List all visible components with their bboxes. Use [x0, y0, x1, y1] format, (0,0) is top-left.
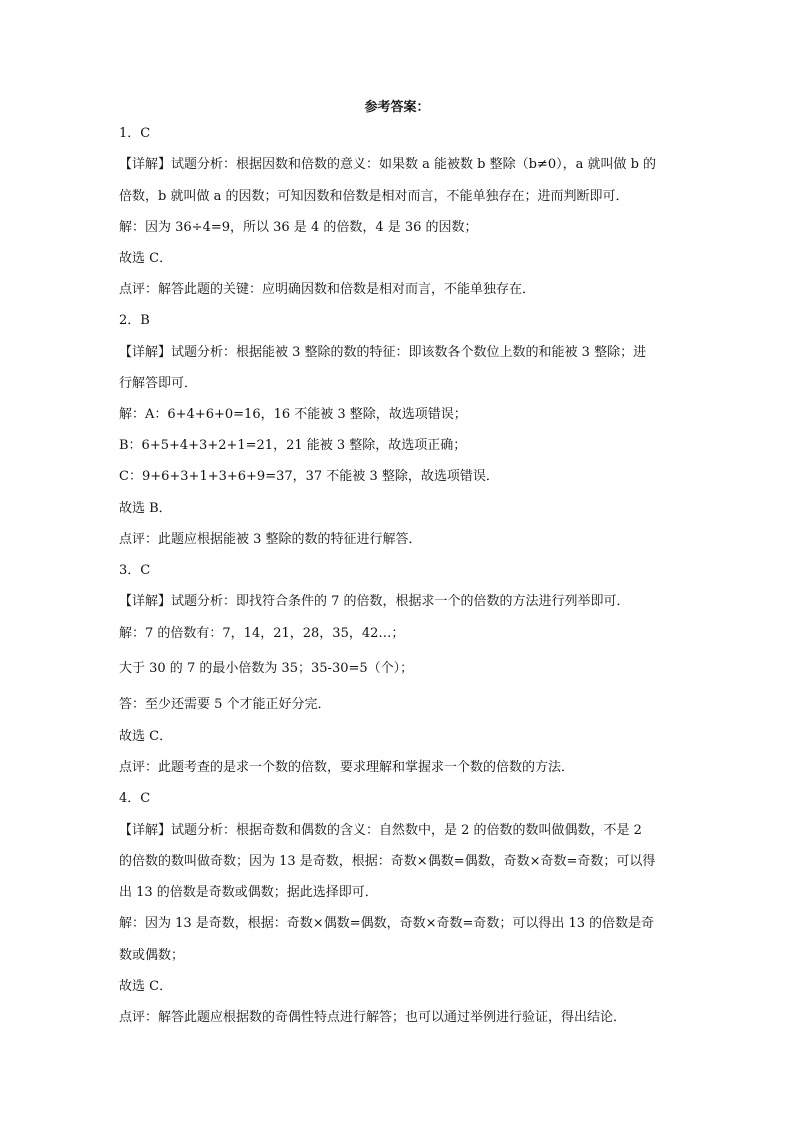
- answer-3-comment: 点评：此题考查的是求一个数的倍数，要求理解和掌握求一个数的倍数的方法．: [119, 760, 575, 775]
- answer-1-solution: 解：因为 36÷4=9，所以 36 是 4 的倍数，4 是 36 的因数；: [119, 220, 478, 235]
- answer-4-analysis-line-3: 出 13 的倍数是奇数或偶数；据此选择即可．: [119, 885, 378, 900]
- answer-1-analysis-line-1: 【详解】试题分析：根据因数和倍数的意义：如果数 a 能被数 b 整除（b≠0），a 就叫做 b 的: [119, 157, 657, 172]
- answer-1-choice: 故选 C．: [119, 251, 173, 266]
- answer-1-label: 1．C: [119, 126, 151, 141]
- answer-4-solution-line-2: 数或偶数；: [119, 948, 185, 963]
- answer-3-choice: 故选 C．: [119, 729, 173, 744]
- answer-3-analysis: 【详解】试题分析：即找符合条件的 7 的倍数，根据求一个的倍数的方法进行列举即可．: [119, 594, 630, 609]
- answer-2-analysis-line-1: 【详解】试题分析：根据能被 3 整除的数的特征：即该数各个数位上数的和能被 3 整除；进: [119, 345, 647, 360]
- page-title: 参考答案：: [364, 100, 430, 115]
- answer-3-label: 3．C: [119, 563, 151, 578]
- answer-4-label: 4．C: [119, 791, 151, 806]
- answer-3-solution-line-2: 大于 30 的 7 的最小倍数为 35；35-30=5（个）；: [119, 661, 414, 676]
- answer-4-choice: 故选 C．: [119, 979, 173, 994]
- answer-4-solution-line-1: 解：因为 13 是奇数，根据：奇数×偶数=偶数，奇数×奇数=奇数；可以得出 13 的倍数是奇: [119, 916, 655, 931]
- answer-2-comment: 点评：此题应根据能被 3 整除的数的特征进行解答．: [119, 532, 422, 547]
- answer-2-choice: 故选 B．: [119, 501, 172, 516]
- answer-3-answer: 答：至少还需要 5 个才能正好分完．: [119, 697, 331, 712]
- answer-2-analysis-line-2: 行解答即可．: [119, 376, 198, 391]
- answer-4-analysis-line-1: 【详解】试题分析：根据奇数和偶数的含义：自然数中，是 2 的倍数的数叫做偶数，不是 2: [119, 823, 642, 838]
- answer-4-analysis-line-2: 的倍数的数叫做奇数；因为 13 是奇数，根据：奇数×偶数=偶数，奇数×奇数=奇数；可以得: [119, 854, 656, 869]
- answer-2-solution-b: B：6+5+4+3+2+1=21，21 能被 3 整除，故选项正确；: [119, 438, 467, 453]
- answer-2-label: 2．B: [119, 313, 150, 328]
- answer-2-solution-a: 解：A：6+4+6+0=16，16 不能被 3 整除，故选项错误；: [119, 407, 467, 422]
- answer-1-comment: 点评：解答此题的关键：应明确因数和倍数是相对而言，不能单独存在．: [119, 282, 536, 297]
- answer-4-comment: 点评：解答此题应根据数的奇偶性特点进行解答；也可以通过举例进行验证，得出结论．: [119, 1010, 627, 1025]
- answer-1-analysis-line-2: 倍数，b 就叫做 a 的因数；可知因数和倍数是相对而言，不能单独存在；进而判断即可．: [119, 189, 629, 204]
- answer-2-solution-c: C：9+6+3+1+3+6+9=37，37 不能被 3 整除，故选项错误．: [119, 469, 499, 484]
- answer-3-solution-line-1: 解：7 的倍数有：7，14，21，28，35，42…；: [119, 626, 405, 641]
